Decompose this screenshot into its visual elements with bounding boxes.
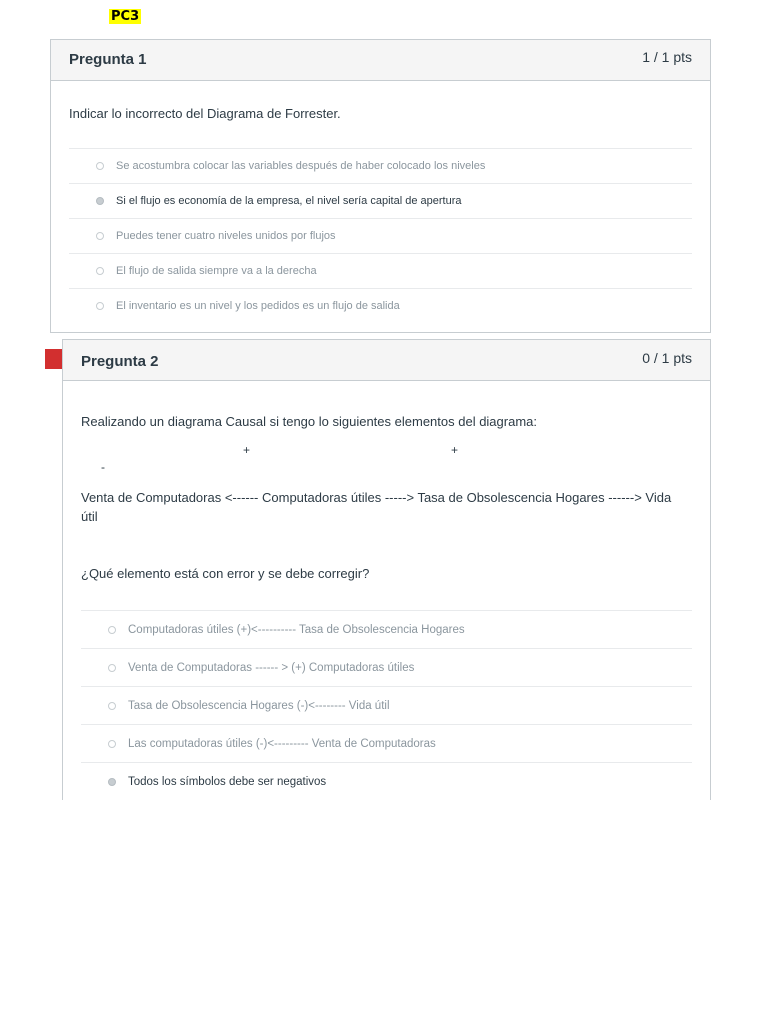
diagram-minus-sign: - (101, 460, 105, 474)
answer-option[interactable] (69, 148, 692, 183)
question-2-title: Pregunta 2 (81, 353, 159, 370)
radio-icon[interactable] (96, 267, 104, 275)
answer-label: El flujo de salida siempre va a la derecha (116, 265, 317, 277)
radio-selected-icon[interactable] (108, 778, 116, 786)
answer-option-selected[interactable] (69, 183, 692, 218)
answer-label: Si el flujo es economía de la empresa, el nivel sería capital de apertura (116, 195, 462, 207)
answer-label: Las computadoras útiles (-)<--------- Venta de Computadoras (128, 737, 436, 750)
answer-label: Todos los símbolos debe ser negativos (128, 775, 327, 788)
question-1-title: Pregunta 1 (69, 51, 147, 68)
answer-label: Tasa de Obsolescencia Hogares (-)<-------- Vida útil (128, 699, 390, 712)
radio-icon[interactable] (96, 302, 104, 310)
answer-label: Se acostumbra colocar las variables después de haber colocado los niveles (116, 160, 486, 172)
question-1-header (51, 40, 710, 81)
answer-option[interactable] (81, 724, 692, 762)
answer-option[interactable] (69, 253, 692, 288)
answer-label: El inventario es un nivel y los pedidos es un flujo de salida (116, 300, 400, 312)
radio-icon[interactable] (108, 664, 116, 672)
radio-icon[interactable] (96, 232, 104, 240)
answer-option[interactable] (69, 218, 692, 253)
causal-diagram-line: Venta de Computadoras <------ Computadoras útiles -----> Tasa de Obsolescencia Hogares ------> Vida útil (81, 490, 672, 524)
question-1-points: 1 / 1 pts (642, 49, 692, 65)
radio-icon[interactable] (108, 626, 116, 634)
answer-option[interactable] (69, 288, 692, 323)
question-2-points: 0 / 1 pts (642, 350, 692, 366)
answer-label: Computadoras útiles (+)<---------- Tasa de Obsolescencia Hogares (128, 623, 465, 636)
question-2-header (63, 340, 710, 381)
question-1-card (50, 39, 711, 333)
question-1-answers (69, 148, 692, 323)
answer-option[interactable] (81, 686, 692, 724)
answer-option-selected[interactable] (81, 762, 692, 800)
question-2-text: Realizando un diagrama Causal si tengo lo siguientes elementos del diagrama: (81, 414, 537, 429)
answer-label: Venta de Computadoras ------ > (+) Computadoras útiles (128, 661, 415, 674)
answer-option[interactable] (81, 610, 692, 648)
diagram-plus-sign: + (451, 443, 459, 457)
diagram-plus-sign: + (243, 443, 251, 457)
answer-option[interactable] (81, 648, 692, 686)
question-2-card (62, 339, 711, 800)
radio-icon[interactable] (96, 162, 104, 170)
document-tag: PC3 (111, 9, 140, 24)
question-1-text: Indicar lo incorrecto del Diagrama de Forrester. (69, 106, 341, 121)
radio-icon[interactable] (108, 702, 116, 710)
radio-icon[interactable] (108, 740, 116, 748)
question-2-answers (81, 610, 692, 800)
answer-label: Puedes tener cuatro niveles unidos por flujos (116, 230, 336, 242)
question-2-prompt: ¿Qué elemento está con error y se debe corregir? (81, 566, 370, 581)
radio-selected-icon[interactable] (96, 197, 104, 205)
